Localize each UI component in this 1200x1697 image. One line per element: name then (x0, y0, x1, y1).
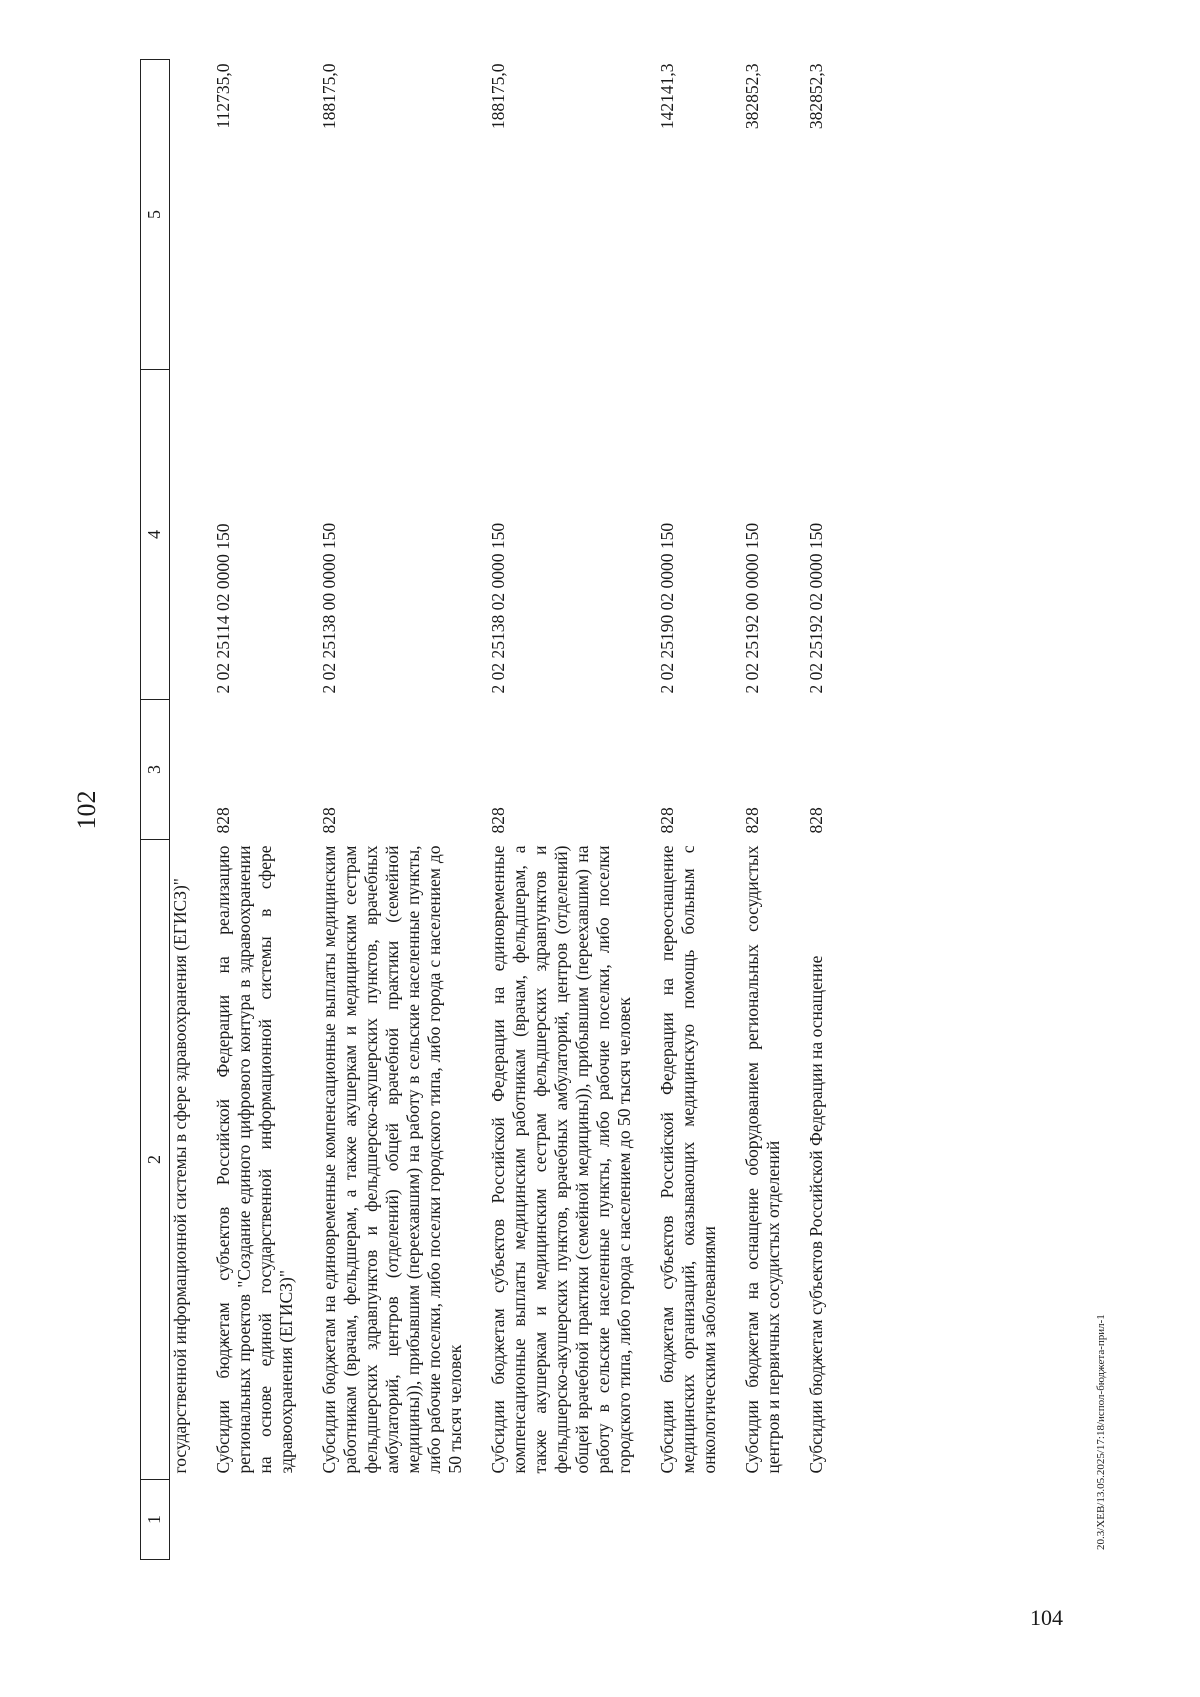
row-admin-code: 828 (742, 807, 762, 834)
row-amount (170, 60, 214, 370)
row-number (319, 1480, 488, 1560)
row-admin-code (170, 700, 214, 840)
table-header-row (141, 60, 170, 1560)
row-number (742, 1480, 806, 1560)
row-budget-code: 2 02 25192 02 0000 150 (806, 522, 826, 694)
row-admin-code: 828 (806, 807, 826, 834)
page-header-number: 102 (72, 790, 101, 830)
row-budget-code (170, 370, 214, 700)
table-row (742, 60, 806, 1560)
row-amount: 382852,3 (742, 63, 762, 130)
table-row (806, 60, 849, 1560)
row-name: Субсидии бюджетам субъектов Российской Федерации на оснащение (806, 955, 826, 1474)
row-name: Субсидии бюджетам субъектов Российской Федерации на единовременные компенсационные выплаты медицинским работникам (врачам, фельдшерам, а также акушеркам и медицинским сестрам фельдшерских здравпунктов и фельдшерско-акушерских пунктов, врачебных амбулаторий, центров (отделений) общей врачебной практики (семейной медицины)), прибывшим (переехавшим) на работу в сельские населенные пункты, либо рабочие поселки, либо поселки городского типа, либо города с населением до 50 тысяч человек (488, 845, 634, 1474)
row-number (170, 1480, 214, 1560)
row-budget-code: 2 02 25138 02 0000 150 (488, 522, 508, 694)
footer-page-number: 104 (1030, 1605, 1063, 1630)
row-amount: 188175,0 (488, 63, 508, 130)
row-number (213, 1480, 319, 1560)
table-row (319, 60, 488, 1560)
column-header-1: 1 (141, 1480, 170, 1560)
row-name: Субсидии бюджетам субъектов Российской Федерации на переоснащение медицинских организаций, оказывающих медицинскую помощь больным с онкологическими заболеваниями (657, 845, 719, 1474)
table-row (213, 60, 319, 1560)
row-number (488, 1480, 657, 1560)
row-name: Субсидии бюджетам на оснащение оборудованием региональных сосудистых центров и первичных сосудистых отделений (742, 845, 783, 1474)
table-row (488, 60, 657, 1560)
row-admin-code: 828 (488, 807, 508, 834)
budget-table (140, 59, 849, 1560)
row-admin-code: 828 (213, 807, 233, 834)
row-number (806, 1480, 849, 1560)
row-budget-code: 2 02 25190 02 0000 150 (657, 522, 677, 694)
column-header-5: 5 (141, 60, 170, 370)
row-number (657, 1480, 742, 1560)
row-amount: 142141,3 (657, 63, 677, 130)
table-row (657, 60, 742, 1560)
column-header-2: 2 (141, 840, 170, 1480)
table-row (170, 60, 214, 1560)
row-amount: 112735,0 (213, 63, 233, 129)
row-budget-code: 2 02 25138 00 0000 150 (319, 522, 339, 694)
column-header-4: 4 (141, 370, 170, 700)
column-header-3: 3 (141, 700, 170, 840)
row-admin-code: 828 (319, 807, 339, 834)
row-admin-code: 828 (657, 807, 677, 834)
row-amount: 382852,3 (806, 63, 826, 130)
row-budget-code: 2 02 25114 02 0000 150 (213, 523, 233, 694)
row-name: государственной информационной системы в сфере здравоохранения (ЕГИСЗ)" (170, 878, 190, 1474)
row-amount: 188175,0 (319, 63, 339, 130)
row-name: Субсидии бюджетам субъектов Российской Федерации на реализацию региональных проектов "Создание единого цифрового контура в здравоохранении на основе единой государственной информационной системы в сфере здравоохранения (ЕГИСЗ)" (213, 845, 296, 1474)
footer-document-code: 20.3/XEB/13.05.2025/17:18/испол-бюджета-прил-1 (1095, 1314, 1107, 1550)
rotated-page (72, 60, 1100, 1560)
row-name: Субсидии бюджетам на единовременные компенсационные выплаты медицинским работникам (врачам, фельдшерам, а также акушеркам и медицинским сестрам фельдшерских здравпунктов и фельдшерско-акушерских пунктов, врачебных амбулаторий, центров (отделений) общей врачебной практики (семейной медицины)), прибывшим (переехавшим) на работу в сельские населенные пункты, либо рабочие поселки, либо поселки городского типа, либо города с населением до 50 тысяч человек (319, 845, 465, 1474)
row-budget-code: 2 02 25192 00 0000 150 (742, 522, 762, 694)
